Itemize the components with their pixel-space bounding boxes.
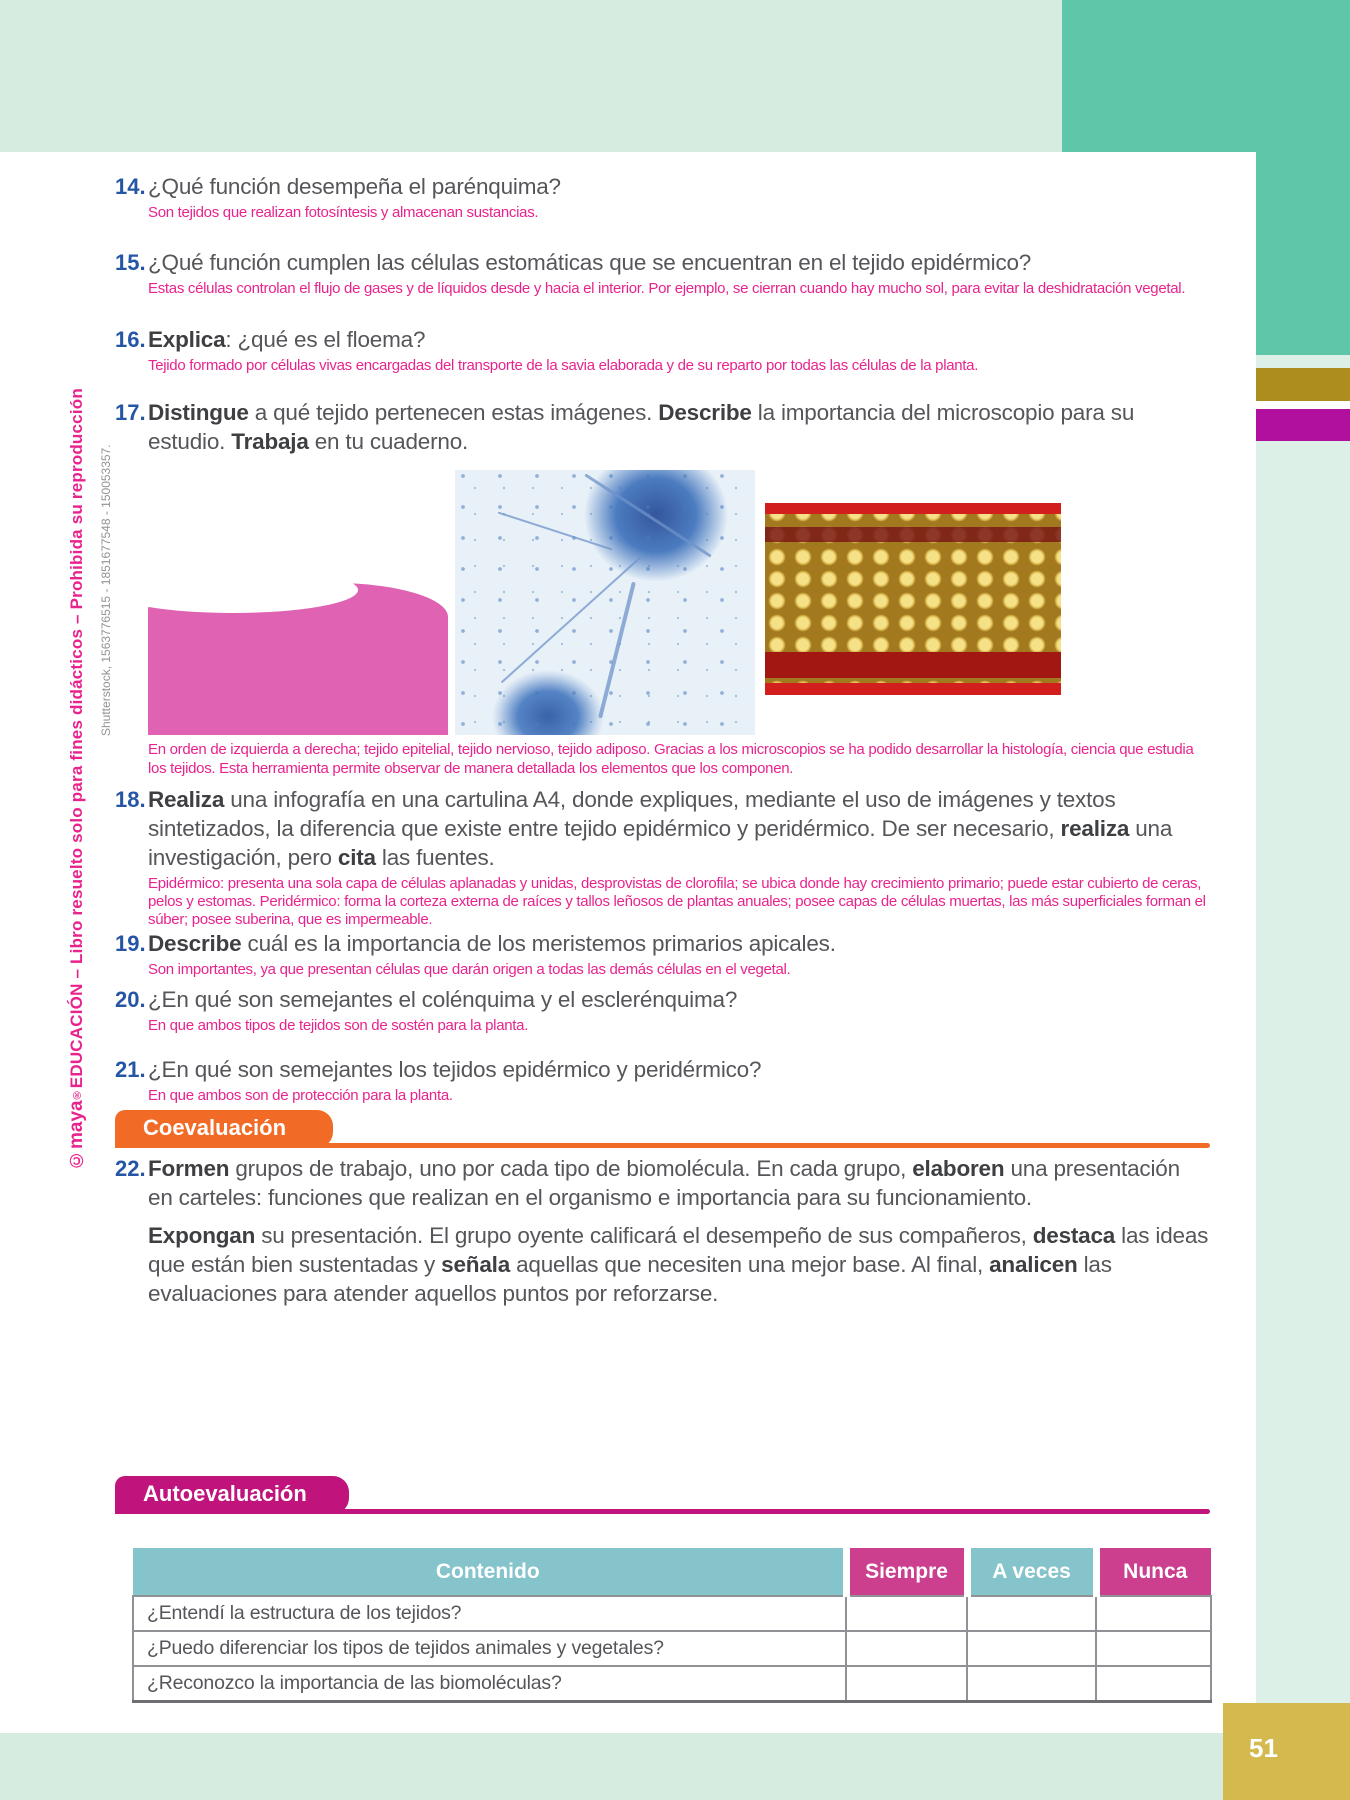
question-text: ¿Qué función desempeña el parénquima? — [148, 174, 561, 199]
autoevaluacion-section — [115, 1476, 1210, 1518]
question-number: 16. — [115, 327, 146, 352]
check-cell — [967, 1666, 1096, 1701]
question-text: Formen grupos de trabajo, uno por cada tipo de biomolécula. En cada grupo, elaboren una presentación en carteles: funciones que realizan en el organismo e importancia para su funcionamiento. — [148, 1156, 1180, 1210]
answer-text: Son tejidos que realizan fotosíntesis y almacenan sustancias. — [148, 204, 539, 221]
check-cell — [1096, 1631, 1211, 1666]
right-mint-column — [1256, 441, 1350, 1703]
question-number: 19. — [115, 931, 146, 956]
question-text: ¿En qué son semejantes el colénquima y el esclerénquima? — [148, 987, 738, 1012]
main-content — [115, 0, 1210, 1703]
right-gold-strip — [1256, 368, 1350, 401]
answer-text: Tejido formado por células vivas encargadas del transporte de la savia elaborada y de su reparto por todas las células de la planta. — [148, 357, 979, 374]
right-mint-strip — [1256, 355, 1350, 368]
answer-text: Estas células controlan el flujo de gases y de líquidos desde y hacia el interior. Por ejemplo, se cierran cuando hay mucho sol, para evitar la deshidratación vegetal. — [148, 280, 1186, 297]
question-number: 18. — [115, 787, 146, 812]
question-text: Realiza una infografía en una cartulina A4, donde expliques, mediante el uso de imágenes y textos sintetizados, la diferencia que existe entre tejido epidérmico y peridérmico. De ser necesario, realiza una investigación, pero cita las fuentes. — [148, 787, 1173, 870]
neuron-dendrite — [498, 512, 613, 551]
question-19 — [115, 929, 1210, 979]
coevaluacion-section — [115, 1110, 1210, 1152]
question-15 — [115, 248, 1210, 298]
coevaluacion-banner: Coevaluación — [115, 1110, 333, 1148]
right-teal-column — [1256, 152, 1350, 355]
question-number: 15. — [115, 250, 146, 275]
self-evaluation-table — [132, 1548, 1212, 1703]
row-label: ¿Reconozco la importancia de las biomoléculas? — [133, 1666, 846, 1701]
question-17 — [115, 398, 1210, 456]
check-cell — [967, 1631, 1096, 1666]
table-row — [133, 1596, 1211, 1631]
check-cell — [1096, 1596, 1211, 1631]
question-20 — [115, 985, 1210, 1035]
copyright-vertical-text: ©maya®EDUCACIÓN – Libro resuelto solo para fines didácticos – Prohibida su reproducción — [66, 388, 87, 1170]
page-number: 51 — [1249, 1733, 1278, 1763]
epithelial-tissue-image — [148, 545, 448, 735]
nervous-tissue-image — [455, 470, 755, 735]
check-cell — [846, 1631, 967, 1666]
table-row — [133, 1666, 1211, 1701]
answer-text: En que ambos son de protección para la planta. — [148, 1087, 453, 1104]
autoevaluacion-banner: Autoevaluación — [115, 1476, 349, 1514]
question-text: Explica: ¿qué es el floema? — [148, 327, 426, 352]
question-number: 17. — [115, 400, 146, 425]
answer-text: En que ambos tipos de tejidos son de sostén para la planta. — [148, 1017, 529, 1034]
question-number: 22. — [115, 1156, 146, 1181]
column-header-contenido: Contenido — [133, 1548, 846, 1596]
figure-caption: En orden de izquierda a derecha; tejido epitelial, tejido nervioso, tejido adiposo. Gracias a los microscopios se ha podido desarrollar la histología, ciencia que estudia los tejidos. Esta herramienta permite observar de manera detallada los elementos que los componen. — [148, 741, 1194, 777]
question-text: ¿Qué función cumplen las células estomáticas que se encuentran en el tejido epidérmico? — [148, 250, 1032, 275]
column-header-siempre: Siempre — [846, 1548, 967, 1596]
right-magenta-strip — [1256, 409, 1350, 441]
row-label: ¿Puedo diferenciar los tipos de tejidos animales y vegetales? — [133, 1631, 846, 1666]
row-label: ¿Entendí la estructura de los tejidos? — [133, 1596, 846, 1631]
table-row — [133, 1631, 1211, 1666]
check-cell — [967, 1596, 1096, 1631]
question-number: 14. — [115, 174, 146, 199]
question-14 — [115, 172, 1210, 222]
footer-mint-band — [0, 1733, 1223, 1800]
question-text: Describe cuál es la importancia de los meristemos primarios apicales. — [148, 931, 836, 956]
question-21 — [115, 1055, 1210, 1105]
question-text: Distingue a qué tejido pertenecen estas imágenes. Describe la importancia del microscopio para su estudio. Trabaja en tu cuaderno. — [148, 400, 1135, 454]
question-22 — [115, 1154, 1210, 1308]
column-header-nunca: Nunca — [1096, 1548, 1211, 1596]
image-credits-vertical-text: Shutterstock, 1563776515 - 1851677548 - 150053357. — [99, 444, 113, 736]
answer-text: Son importantes, ya que presentan células que darán origen a todas las demás células en el vegetal. — [148, 961, 791, 978]
question-number: 21. — [115, 1057, 146, 1082]
check-cell — [846, 1596, 967, 1631]
check-cell — [846, 1666, 967, 1701]
neuron-axon — [598, 582, 636, 719]
question-16 — [115, 325, 1210, 375]
check-cell — [1096, 1666, 1211, 1701]
question-text: ¿En qué son semejantes los tejidos epidérmico y peridérmico? — [148, 1057, 762, 1082]
answer-text: Epidérmico: presenta una sola capa de células aplanadas y unidas, desprovistas de clorofila; se ubica donde hay crecimiento primario; puede estar cubierto de ceras, pelos y estomas. Peridérmico: forma la corteza externa de raíces y tallos leñosos de plantas anuales; posee capas de células muertas, las más superficiales forman el súber; posee suberina, que es impermeable. — [148, 875, 1206, 928]
figure-row — [115, 470, 1210, 735]
question-18 — [115, 785, 1210, 929]
question-text: Expongan su presentación. El grupo oyente calificará el desempeño de sus compañeros, destaca las ideas que están bien sustentadas y señala aquellas que necesiten una mejor base. Al final, analicen las evaluaciones para atender aquellos puntos por reforzarse. — [148, 1223, 1209, 1306]
adipose-tissue-image — [765, 503, 1061, 695]
question-number: 20. — [115, 987, 146, 1012]
column-header-aveces: A veces — [967, 1548, 1096, 1596]
page-number-box — [1223, 1703, 1350, 1800]
table-header-row — [133, 1548, 1211, 1596]
